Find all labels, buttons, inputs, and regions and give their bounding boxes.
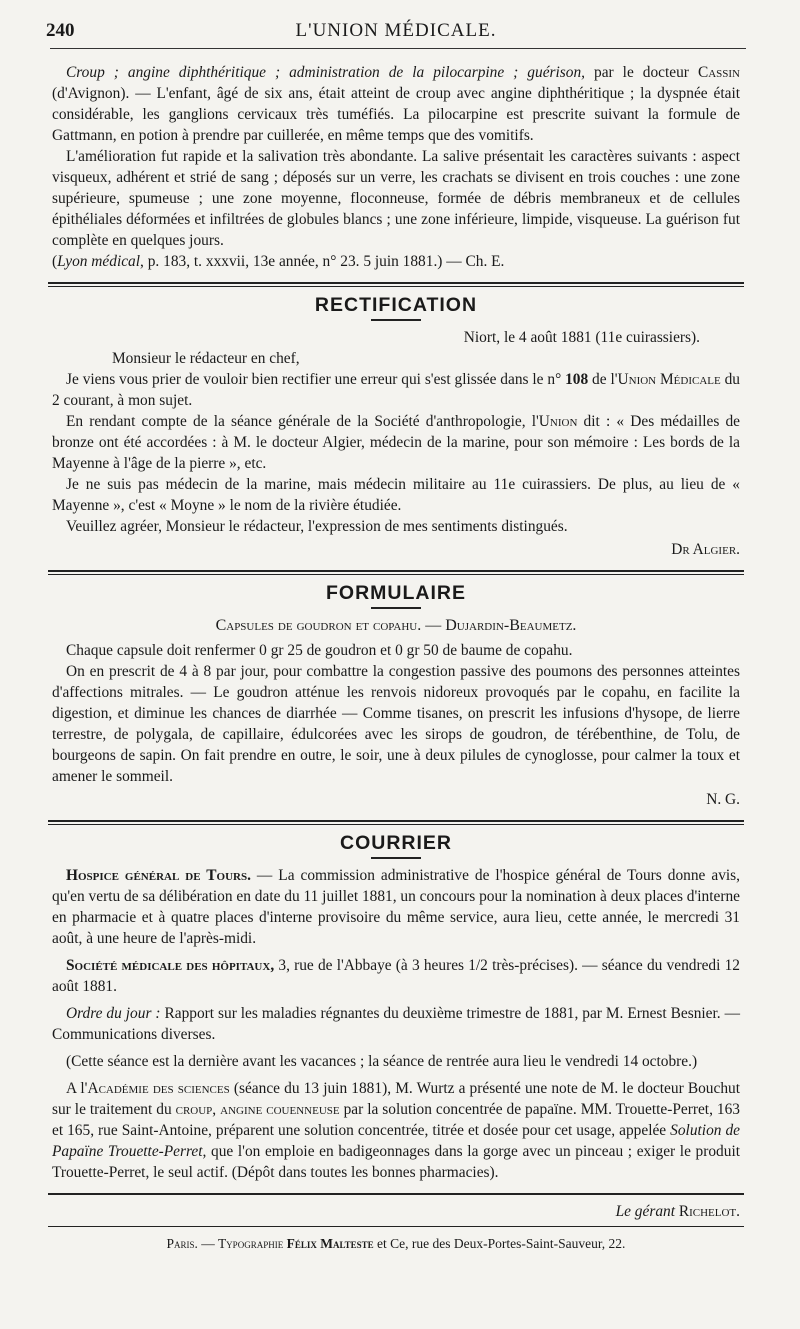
heading-underline: [371, 857, 421, 859]
footer-rule: [48, 1193, 744, 1195]
formulaire-paragraph-2: On en prescrit de 4 à 8 par jour, pour combattre la congestion passive des poumons des personnes atteintes d'affections mitrales. — Le goudron atténue les renvois nidoreux provoqués par le copahu, en facilite la digestion, et diminue les chances de diarrhée — Comme tisanes, on prescrit les infusions d'hysope, de lierre terrestre, de polygala, de capillaire, édulcorées avec les sirops de goudron, de térébenthine, de Tolu, de bourgeons de sapin. On fait prendre en outre, le soir, une à deux pilules de cynoglosse, pour calmer la toux et amener le sommeil.: [52, 663, 740, 785]
letter-paragraph-1: Je viens vous prier de vouloir bien rectifier une erreur qui s'est glissée dans le n° 108 de l'Union Médicale du 2 courant, à mon sujet.: [52, 371, 740, 409]
rectification-section: [52, 293, 740, 560]
formulaire-section: [52, 581, 740, 810]
footer-rule-thin: [48, 1226, 744, 1227]
printer-imprint: Paris. — Typographie Félix Malteste et Ce, rue des Deux-Portes-Saint-Sauveur, 22.: [166, 1236, 626, 1251]
courrier-section: [52, 831, 740, 1183]
heading-underline: [371, 319, 421, 321]
courrier-hospice: Hospice général de Tours. — La commission administrative de l'hospice général de Tours donne avis, qu'en vertu de sa délibération en date du 11 juillet 1881, un concours pour la nomination à deux places d'interne en pharmacie et à quatre places d'interne provisoire du même service, aura lieu, cette année, le mercredi 31 août, à une heure de l'après-midi.: [52, 867, 741, 947]
croup-paragraph-1: Croup ; angine diphthéritique ; administration de la pilocarpine ; guérison, par le docteur Cassin (d'Avignon). — L'enfant, âgé de six ans, était atteint de croup avec angine diphthéritique ; la dyspnée était considérable, les ganglions cervicaux très tuméfiés. La pilocarpine est prescrite suivant la formule de Gattmann, en potion à prendre par cuillerée, en même temps que des vomitifs.: [52, 64, 740, 144]
letter-salutation: Monsieur le rédacteur en chef,: [112, 350, 300, 367]
letter-paragraph-3: Je ne suis pas médecin de la marine, mais médecin militaire au 11e cuirassiers. De plus, au lieu de « Mayenne », c'est « Moyne » le nom de la rivière étudiée.: [52, 476, 740, 514]
formulaire-paragraph-1: Chaque capsule doit renfermer 0 gr 25 de goudron et 0 gr 50 de baume de copahu.: [66, 642, 573, 659]
croup-title: Croup ; angine diphthéritique ; administration de la pilocarpine ; guérison,: [66, 64, 586, 81]
section-rule: [48, 570, 744, 575]
courrier-societe: Société médicale des hôpitaux, 3, rue de l'Abbaye (à 3 heures 1/2 très-précises). — séance du vendredi 12 août 1881.: [52, 957, 740, 995]
croup-paragraph-2: L'amélioration fut rapide et la salivation très abondante. La salive présentait les caractères suivants : aspect visqueux, adhérent et strié de sang ; déposés sur un verre, les crachats se divisent en trois couches : une zone supérieure, spumeuse ; une zone moyenne, floconneuse, formée de débris membraneux et de cellules épithéliales déformées et infiltrées de globules blancs ; une zone inférieure, limpide, visqueuse. La guérison fut complète en quelques jours.: [52, 148, 740, 249]
section-rule: [48, 820, 744, 825]
running-title: L'UNION MÉDICALE.: [295, 20, 497, 41]
formulaire-subheading: Capsules de goudron et copahu. — Dujardin-Beaumetz.: [215, 617, 577, 634]
running-header: [46, 14, 740, 48]
letter-paragraph-2: En rendant compte de la séance générale de la Société d'anthropologie, l'Union dit : « Des médailles de bronze ont été accordées : à M. le docteur Algier, médecin de la marine, pour son mémoire : Les bords de la Mayenne à l'âge de la pierre », etc.: [52, 413, 740, 472]
formulaire-signature: N. G.: [706, 791, 740, 808]
rectification-heading: RECTIFICATION: [314, 294, 478, 316]
croup-author: Cassin: [697, 64, 740, 81]
letter-paragraph-4: Veuillez agréer, Monsieur le rédacteur, l'expression de mes sentiments distingués.: [66, 518, 568, 535]
journal-page: [46, 14, 741, 1254]
header-rule: [50, 48, 746, 49]
letter-signature: Dr Algier.: [671, 541, 740, 558]
courrier-heading: COURRIER: [339, 832, 452, 854]
courrier-ordre-du-jour: Ordre du jour : Rapport sur les maladies régnantes du deuxième trimestre de 1881, par M. Ernest Besnier. — Communications diverses.: [52, 1005, 740, 1043]
formulaire-heading: FORMULAIRE: [326, 582, 466, 604]
gerant-line: Le gérant Richelot.: [615, 1203, 740, 1220]
heading-underline: [371, 607, 421, 609]
section-rule: [48, 282, 744, 287]
courrier-note: (Cette séance est la dernière avant les vacances ; la séance de rentrée aura lieu le vendredi 14 octobre.): [66, 1053, 698, 1070]
page-number: 240: [46, 20, 75, 41]
croup-citation: (Lyon médical, p. 183, t. xxxvii, 13e année, n° 23. 5 juin 1881.) — Ch. E.: [52, 253, 505, 270]
courrier-academie: A l'Académie des sciences (séance du 13 juin 1881), M. Wurtz a présenté une note de M. le docteur Bouchut sur le traitement du croup, angine couenneuse par la solution concentrée de papaïne. MM. Trouette-Perret, 163 et 165, rue Saint-Antoine, préparent une solution concentrée, titrée et dosée pour cet usage, appelée Solution de Papaïne Trouette-Perret, que l'on emploie en badigeonnages dans la gorge avec un pinceau ; exiger le produit Trouette-Perret, le seul actif. (Dépôt dans toutes les bonnes pharmacies).: [52, 1080, 741, 1181]
croup-article: [52, 62, 740, 272]
letter-dateline: Niort, le 4 août 1881 (11e cuirassiers).: [463, 329, 700, 346]
